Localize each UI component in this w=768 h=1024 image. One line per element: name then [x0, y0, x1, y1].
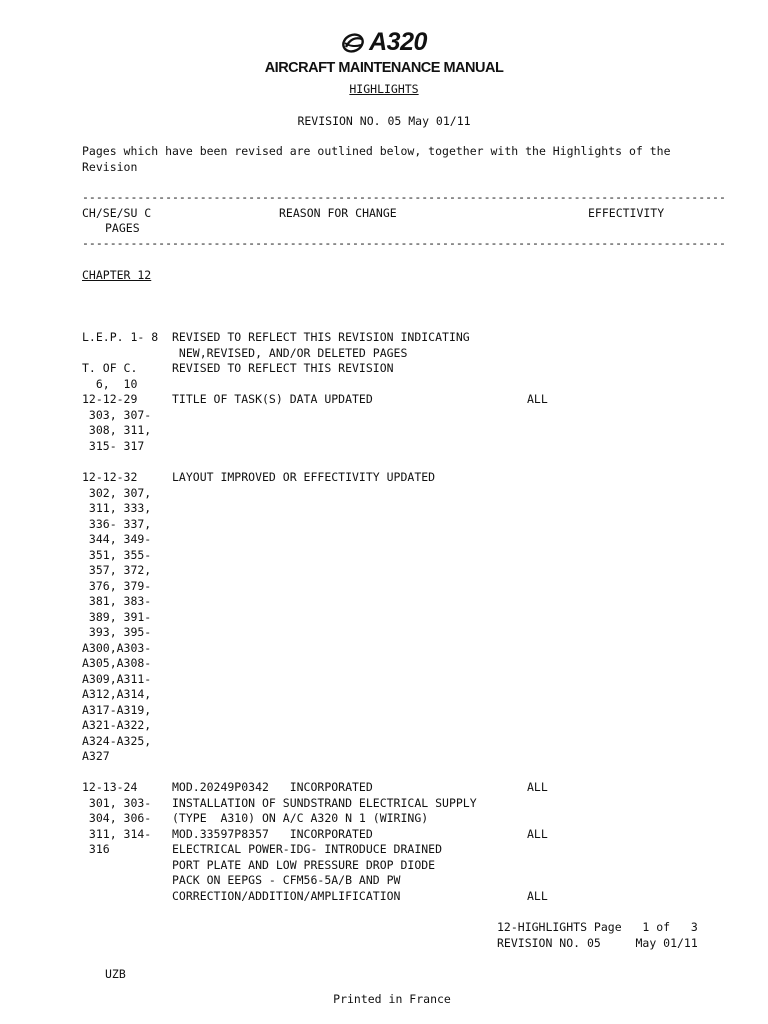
entry-col1-line: A312,A314, [82, 687, 152, 701]
entry-col2-line: REVISED TO REFLECT THIS REVISION [172, 361, 394, 375]
entry-col1-line: 6, 10 [82, 376, 138, 391]
chapter-heading: CHAPTER 12 [82, 268, 152, 282]
entry-col1-line: 311, 314- [82, 826, 152, 841]
entry-col1-line: 389, 391- [82, 609, 152, 624]
entry-col2-line: REVISED TO REFLECT THIS REVISION INDICATING [172, 330, 470, 344]
revision-line: REVISION NO. 05 May 01/11 [297, 114, 471, 128]
airbus-swirl-icon [341, 32, 365, 54]
entry-col2-line: PORT PLATE AND LOW PRESSURE DROP DIODE [172, 857, 436, 872]
entry-col1-line: 381, 383- [82, 594, 152, 608]
footer-page-line: 12-HIGHLIGHTS Page 1 of 3 [497, 920, 698, 934]
table-rule-bottom: --------------------------------------------------------------------------------------------- [82, 236, 726, 250]
column-header-chsesu: CH/SE/SU C [82, 206, 152, 220]
intro-text-line-1: Pages which have been revised are outlined below, together with the Highlights of the [82, 144, 671, 158]
entry-col2-line: MOD.20249P0342 INCORPORATED [172, 780, 373, 794]
logo-text: A320 [369, 28, 427, 56]
entry-col2-line: (TYPE A310) ON A/C A320 N 1 (WIRING) [172, 811, 429, 825]
entry-col2-line: NEW,REVISED, AND/OR DELETED PAGES [172, 345, 408, 360]
entry-col1-line: 303, 307- [82, 407, 152, 422]
entry-col1-line: 315- 317 [82, 438, 145, 453]
entry-col1-line: A305,A308- [82, 656, 152, 670]
entry-col1-line: 302, 307, [82, 485, 152, 500]
entry-col1-line: A317-A319, [82, 702, 152, 717]
entry-col1-line: A309,A311- [82, 671, 152, 686]
highlights-title: HIGHLIGHTS [349, 82, 419, 96]
entry-col1-line: 344, 349- [82, 532, 152, 546]
entry-col1-line: 376, 379- [82, 578, 152, 593]
entry-col1-line: 12-12-32 [82, 470, 138, 484]
entry-col1-line: A321-A322, [82, 718, 152, 732]
printed-in-france: Printed in France [333, 992, 451, 1006]
entry-col1-line: 316 [82, 842, 110, 856]
entry-col1-line: L.E.P. 1- 8 [82, 330, 159, 344]
entry-col3-line: ALL [527, 392, 548, 406]
entry-col1-line: 12-13-24 [82, 780, 138, 794]
entry-col2-line: ELECTRICAL POWER-IDG- INTRODUCE DRAINED [172, 842, 443, 856]
entry-col2-line: CORRECTION/ADDITION/AMPLIFICATION [172, 888, 401, 903]
aircraft-logo [0, 28, 768, 59]
entry-col1-line: 351, 355- [82, 547, 152, 562]
footer-code: UZB [105, 967, 126, 981]
entry-col1-line: 301, 303- [82, 795, 152, 810]
column-header-effectivity: EFFECTIVITY [588, 206, 665, 220]
entry-col1-line: 393, 395- [82, 625, 152, 639]
column-header-pages: PAGES [105, 221, 140, 235]
entry-col1-line: 357, 372, [82, 563, 152, 577]
entry-col1-line: 304, 306- [82, 811, 152, 825]
entry-col2-line: TITLE OF TASK(S) DATA UPDATED [172, 392, 373, 406]
entry-col2-line: INSTALLATION OF SUNDSTRAND ELECTRICAL SUPPLY [172, 795, 477, 810]
entry-col2-line: LAYOUT IMPROVED OR EFFECTIVITY UPDATED [172, 470, 436, 484]
entry-col3-line: ALL [527, 888, 548, 903]
entry-col1-line: 311, 333, [82, 501, 152, 515]
manual-title: AIRCRAFT MAINTENANCE MANUAL [264, 60, 504, 76]
entry-col1-line: 12-12-29 [82, 392, 138, 406]
table-rule-top: --------------------------------------------------------------------------------------------- [82, 190, 726, 204]
entry-col2-line: MOD.33597P8357 INCORPORATED [172, 826, 373, 841]
entry-col3-line: ALL [527, 826, 548, 841]
intro-text-line-2: Revision [82, 160, 138, 174]
entry-col1-line: A324-A325, [82, 733, 152, 748]
entry-col1-line: T. OF C. [82, 361, 138, 375]
entry-col3-line: ALL [527, 780, 548, 794]
entry-col2-line: PACK ON EEPGS - CFM56-5A/B AND PW [172, 873, 401, 887]
entry-col1-line: A327 [82, 749, 110, 763]
column-header-reason: REASON FOR CHANGE [279, 206, 397, 220]
footer-revision-line: REVISION NO. 05 May 01/11 [497, 936, 698, 950]
entry-col1-line: 336- 337, [82, 516, 152, 531]
entry-col1-line: A300,A303- [82, 640, 152, 655]
entry-col1-line: 308, 311, [82, 423, 152, 437]
